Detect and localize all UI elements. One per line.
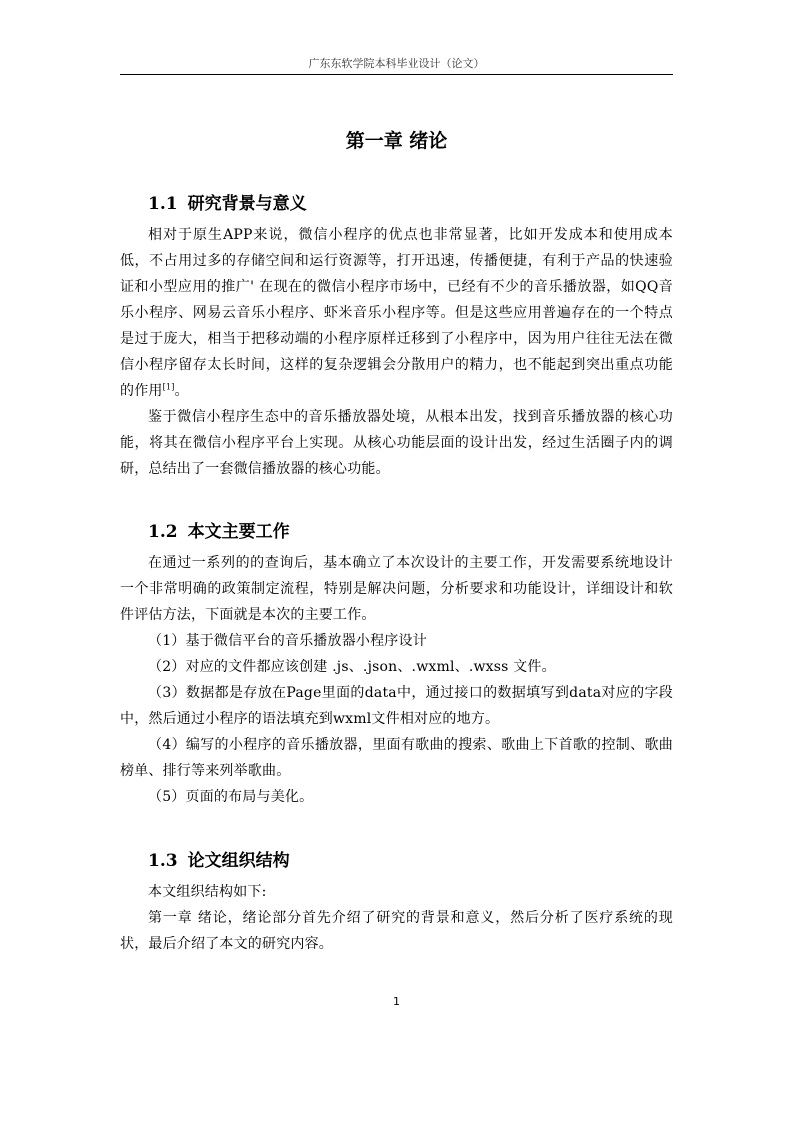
list-item: （5）页面的布局与美化。 <box>148 789 314 805</box>
list-item: （2）对应的文件都应该创建 .js、.json、.wxml、.wxss 文件。 <box>148 659 556 675</box>
list-item: （4）编写的小程序的音乐播放器，里面有歌曲的搜索、歌曲上下首歌的控制、歌曲榜单、排行等来列举歌曲。 <box>120 737 673 779</box>
section-number: 1.2 <box>148 522 178 542</box>
paragraph <box>120 222 673 404</box>
list-item: （1）基于微信平台的音乐播放器小程序设计 <box>148 633 427 649</box>
section-heading-1-1 <box>148 189 307 214</box>
paragraph-end: 。 <box>174 383 189 399</box>
section-heading-1-2 <box>148 517 290 542</box>
paragraph: 鉴于微信小程序生态中的音乐播放器处境，从根本出发，找到音乐播放器的核心功能，将其在微信小程序平台上实现。从核心功能层面的设计出发，经过生活圈子内的调研，总结出了一套微信播放器的核心功能。 <box>120 409 673 477</box>
section-number: 1.1 <box>148 194 178 214</box>
header-rule <box>120 74 673 75</box>
section-heading-1-3 <box>148 846 290 871</box>
chapter-title: 第一章 绪论 <box>345 130 448 152</box>
paragraph: 在通过一系列的的查询后，基本确立了本次设计的主要工作，开发需要系统地设计一个非常明确的政策制定流程，特别是解决问题，分析要求和功能设计，详细设计和软件评估方法，下面就是本次的主要工作。 <box>120 555 673 623</box>
section-title-text: 论文组织结构 <box>187 851 290 871</box>
paragraph-text: 相对于原生APP来说，微信小程序的优点也非常显著，比如开发成本和使用成本低，不占用过多的存储空间和运行资源等，打开迅速，传播便捷，有利于产品的快速验证和小型应用的推广' 在现在的微信小程序市场中，已经有不少的音乐播放器，如QQ音乐小程序、网易云音乐小程序、虾米音乐小程序等。但是这些应用普遍存在的一个特点是过于庞大，相当于把移动端的小程序原样迁移到了小程序中，因为用户往往无法在微信小程序留存太长时间，这样的复杂逻辑会分散用户的精力，也不能起到突出重点功能的作用 <box>120 227 673 399</box>
paragraph: 第一章 绪论，绪论部分首先介绍了研究的背景和意义，然后分析了医疗系统的现状，最后介绍了本文的研究内容。 <box>120 910 673 952</box>
citation-marker: [1] <box>162 382 175 392</box>
section-title-text: 本文主要工作 <box>187 522 290 542</box>
section-title-text: 研究背景与意义 <box>187 194 307 214</box>
section-number: 1.3 <box>148 851 178 871</box>
running-header: 广东东软学院本科毕业设计（论文） <box>308 57 485 70</box>
page-number: 1 <box>393 995 400 1008</box>
paragraph: 本文组织结构如下: <box>148 884 267 900</box>
list-item: （3）数据都是存放在Page里面的data中，通过接口的数据填写到data对应的字段中，然后通过小程序的语法填充到wxml文件相对应的地方。 <box>120 685 673 727</box>
